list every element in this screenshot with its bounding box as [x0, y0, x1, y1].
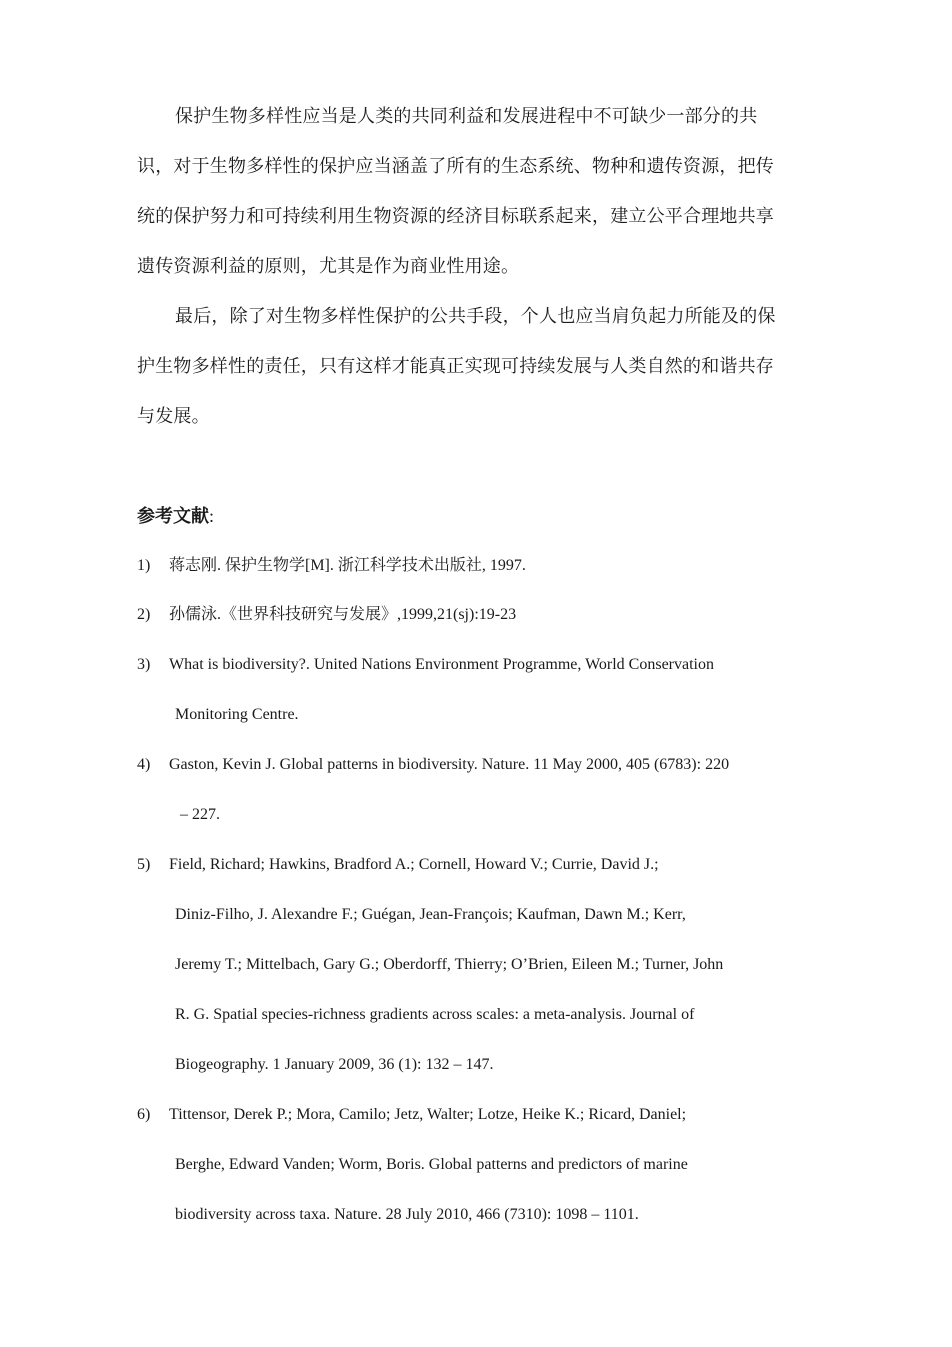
reference-text: R. G. Spatial species-richness gradients across scales: a meta-analysis. Journal of — [175, 1006, 695, 1023]
paragraph-line: 保护生物多样性应当是人类的共同利益和发展进程中不可缺少一部分的共 — [175, 106, 758, 126]
references-heading — [137, 505, 214, 527]
reference-number: 1) — [137, 557, 151, 574]
reference-text: Biogeography. 1 January 2009, 36 (1): 132 – 147. — [175, 1056, 494, 1073]
paragraph-line: 与发展。 — [137, 406, 210, 426]
reference-text: Diniz-Filho, J. Alexandre F.; Guégan, Jean-François; Kaufman, Dawn M.; Kerr, — [175, 906, 686, 923]
paragraph-line: 统的保护努力和可持续利用生物资源的经济目标联系起来，建立公平合理地共享 — [137, 206, 774, 226]
paragraph-line: 护生物多样性的责任，只有这样才能真正实现可持续发展与人类自然的和谐共存 — [137, 356, 774, 376]
reference-text: Field, Richard; Hawkins, Bradford A.; Cornell, Howard V.; Currie, David J.; — [169, 856, 659, 873]
paragraph-line: 遗传资源利益的原则，尤其是作为商业性用途。 — [137, 256, 520, 276]
reference-text: biodiversity across taxa. Nature. 28 July 2010, 466 (7310): 1098 – 1101. — [175, 1206, 639, 1223]
reference-text: Tittensor, Derek P.; Mora, Camilo; Jetz, Walter; Lotze, Heike K.; Ricard, Daniel; — [169, 1106, 687, 1123]
paragraph-line: 识，对于生物多样性的保护应当涵盖了所有的生态系统、物种和遗传资源，把传 — [137, 156, 774, 176]
reference-text: Berghe, Edward Vanden; Worm, Boris. Global patterns and predictors of marine — [175, 1156, 688, 1173]
references-heading-text: 参考文献 — [137, 506, 209, 526]
reference-text: 孙儒泳.《世界科技研究与发展》,1999,21(sj):19-23 — [169, 606, 517, 623]
reference-number: 5) — [137, 856, 151, 873]
references-heading-colon: : — [209, 506, 215, 526]
reference-text: Gaston, Kevin J. Global patterns in biodiversity. Nature. 11 May 2000, 405 (6783): 220 — [169, 756, 730, 773]
reference-number: 2) — [137, 606, 151, 623]
reference-text: Jeremy T.; Mittelbach, Gary G.; Oberdorff, Thierry; O’Brien, Eileen M.; Turner, John — [175, 956, 724, 973]
reference-text: Monitoring Centre. — [175, 706, 299, 723]
reference-number: 3) — [137, 656, 151, 673]
reference-text: – 227. — [180, 806, 220, 823]
reference-number: 6) — [137, 1106, 151, 1123]
reference-number: 4) — [137, 756, 151, 773]
reference-text: 蒋志刚. 保护生物学[M]. 浙江科学技术出版社, 1997. — [169, 557, 526, 574]
paragraph-line: 最后，除了对生物多样性保护的公共手段，个人也应当肩负起力所能及的保 — [175, 306, 776, 326]
reference-text: What is biodiversity?. United Nations Environment Programme, World Conservation — [169, 656, 714, 673]
